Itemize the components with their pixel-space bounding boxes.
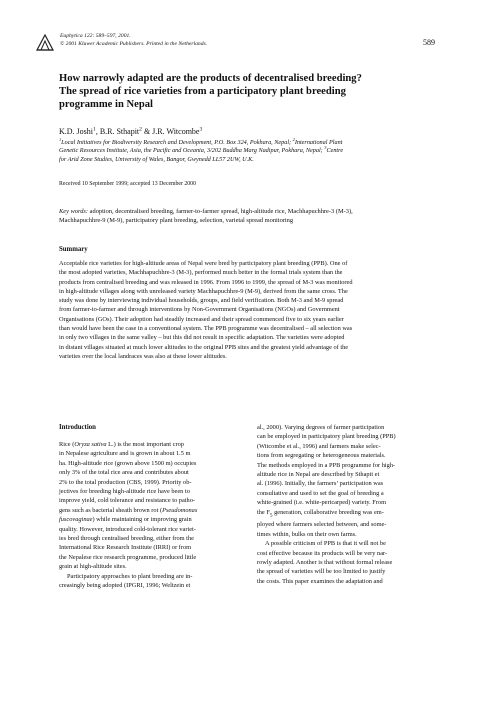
- summary-line: products from centralised breeding and was released in 1996. From 1996 to 1999, the spread of M-3 was monitored: [59, 278, 353, 286]
- journal-citation: [60, 33, 207, 48]
- affil-text-1: Local Initiatives for Biodiversity Research and Development, P.O. Box 324, Pokhara, Nepal;: [61, 139, 293, 146]
- author-3-sup: 3: [199, 126, 203, 133]
- intro-line: the costs. This paper examines the adaptation and: [257, 577, 383, 585]
- journal-line-2: © 2001 Kluwer Academic Publishers. Printed in the Netherlands.: [60, 40, 208, 47]
- publisher-logo: [36, 34, 54, 51]
- intro-line: rowly adapted. Another is that without formal release: [257, 558, 393, 566]
- author-3: & J.R. Witcombe: [141, 127, 200, 136]
- title-line-1: How narrowly adapted are the products of decentralised breeding?: [59, 73, 362, 84]
- intro-text: the F: [257, 508, 270, 516]
- intro-line: tions from segregating or heterogeneous materials.: [257, 452, 386, 460]
- intro-line: (Witcombe et al., 1996) and farmers make selec-: [257, 442, 381, 450]
- page-number: 589: [423, 38, 435, 47]
- affil-text-2b: Centre: [326, 147, 344, 155]
- summary-line: varieties over the local landraces was also at these lower altitudes.: [59, 352, 227, 360]
- keywords-line-2: Machhapuchhre-9 (M-9), participatory plant breeding, selection, varietal spread monitoring: [59, 217, 294, 224]
- intro-line: grain at high-altitude sites.: [59, 563, 127, 571]
- keywords-line-1: [59, 207, 449, 216]
- keywords: [59, 207, 449, 225]
- intro-right-column: [257, 423, 449, 586]
- intro-line: International Rice Research Institute (IRRI) or from: [59, 544, 192, 552]
- author-2-sup: 2: [139, 126, 142, 133]
- affil-text-1b: International Plant: [294, 139, 343, 146]
- intro-line: 2% to the total production (CBS, 1999). Priority ob-: [59, 478, 192, 486]
- intro-line: the spread of varieties will be too limited to justify: [257, 568, 386, 576]
- intro-line: white-grained (i.e. white-pericarped) variety. From: [257, 499, 387, 507]
- summary-body: [59, 259, 449, 361]
- intro-line: [59, 515, 241, 524]
- summary-heading: Summary: [59, 246, 88, 253]
- paper-title: [59, 72, 449, 112]
- journal-line-1: Euphytica 122: 589–597, 2001.: [60, 33, 131, 39]
- affiliation-line-3: for Arid Zone Studies, University of Wales, Bangor, Gwynedd LL57 2UW, U.K.: [59, 155, 254, 163]
- keywords-text-1: adoption, decentralised breeding, farmer-to-farmer spread, high-altitude rice, Machhapuchhre-3 (M-3),: [88, 208, 353, 215]
- summary-line: in high-altitude villages along with unreleased variety Machhapuchhre-9 (M-9), derived from the same cross. The: [59, 287, 348, 295]
- author-1-sup: 1: [93, 126, 96, 133]
- intro-line: altitude rice in Nepal are described by Sthapit et: [257, 471, 380, 479]
- species-name: Pseudomonas: [162, 506, 198, 514]
- intro-line: the Nepalese rice research programme, produced little: [59, 553, 197, 561]
- affil-text-2: Genetic Resources Institute, Asia, the Pacific and Oceania, 3/202 Buddha Marg Nadipur, Pokhara, Nepal;: [59, 147, 325, 155]
- intro-line: improve yield, cold tolerance and resistance to patho-: [59, 497, 195, 505]
- intro-line: quality. However, introduced cold-tolerant rice variet-: [59, 525, 196, 533]
- intro-left-column: [59, 440, 241, 591]
- intro-line: [257, 508, 449, 521]
- intro-line: A possible criticism of PPB is that it will not be: [265, 540, 386, 548]
- intro-line: ployed where farmers selected between, and some-: [257, 521, 387, 529]
- affil-sup-3: 3: [324, 145, 327, 151]
- affil-sup-2: 2: [292, 136, 295, 142]
- intro-line: al. (1996). Initially, the farmers’ participation was: [257, 480, 384, 488]
- author-2: , B.R. Sthapit: [95, 127, 140, 136]
- title-line-3: programme in Nepal: [59, 99, 153, 111]
- species-name: fuscovaginae: [59, 516, 93, 524]
- intro-line: ha. High-altitude rice (grown above 1500 m) occupies: [59, 459, 197, 467]
- intro-line: ies bred through centralised breeding, either from the: [59, 535, 194, 543]
- intro-text: ) while maintaining or improving grain: [92, 516, 192, 524]
- intro-line: [59, 506, 241, 515]
- summary-line: study was done by interviewing individual households, groups, and field verification. Both M-3 and M-9 spread: [59, 297, 344, 305]
- affil-sup-1: 1: [59, 136, 62, 142]
- affiliation-line-2: [59, 147, 447, 155]
- intro-line: The methods employed in a PPB programme for high-: [257, 461, 396, 469]
- summary-line: from farmer-to-farmer and through interventions by Non-Government Organisations (NGOs) and Government: [59, 306, 340, 314]
- intro-line: cost effective because its products will be very nar-: [257, 549, 388, 557]
- summary-line: in only two villages in the same valley – but this did not result in specific adaptation. The varieties were adopted: [59, 334, 345, 342]
- author-list: [59, 127, 202, 136]
- intro-line: times within, bulks on their own farms.: [257, 530, 357, 538]
- affiliations: [59, 136, 447, 164]
- intro-line: in Nepalese agriculture and is grown in about 1.5 m: [59, 450, 191, 458]
- summary-line: Acceptable rice varieties for high-altitude areas of Nepal were bred by participatory plant breeding (PPB). One of: [59, 260, 348, 267]
- intro-line: al., 2000). Varying degrees of farmer participation: [257, 424, 385, 431]
- intro-line: only 3% of the total rice area and contributes about: [59, 469, 189, 477]
- intro-text: gens such as bacterial sheath brown rot (: [59, 506, 163, 514]
- author-1: K.D. Joshi: [59, 127, 94, 136]
- introduction-heading: Introduction: [59, 424, 96, 431]
- intro-text: Rice (: [59, 441, 75, 448]
- intro-line: jectives for breeding high-altitude rice have been to: [59, 488, 190, 496]
- summary-line: in distant villages situated at much lower altitudes to the original PPB sites and the greatest yield advantage of the: [59, 343, 349, 351]
- summary-line: than would have been the case in a conventional system. The PPB programme was decentralised – all selection was: [59, 325, 353, 333]
- intro-line: Participatory approaches to plant breeding are in-: [67, 572, 193, 580]
- intro-line: creasingly being adopted (IPGRI, 1996; Weltzein et: [59, 582, 191, 590]
- intro-text: generation, collaborative breeding was em-: [272, 508, 384, 516]
- summary-line: the most adopted varieties, Machhapuchhre-3 (M-3), performed much better in the formal trials system than the: [59, 269, 343, 277]
- keywords-label: Key words:: [59, 208, 89, 215]
- intro-text: L.) is the most important crop: [106, 441, 184, 448]
- species-name: Oryza sativa: [74, 441, 107, 448]
- summary-line: Organisations (GOs). Their adoption had steadily increased and their spread commenced five to six years earlier: [59, 315, 344, 323]
- intro-line: consultative and used to set the goal of breeding a: [257, 489, 384, 497]
- intro-line: [59, 440, 241, 449]
- received-dates: Received 10 September 1999; accepted 13 December 2000: [59, 181, 196, 187]
- intro-line: can be employed in participatory plant breeding (PPB): [257, 433, 396, 441]
- title-line-2: The spread of rice varieties from a participatory plant breeding: [59, 86, 346, 98]
- generation-subscript: 5: [269, 511, 273, 518]
